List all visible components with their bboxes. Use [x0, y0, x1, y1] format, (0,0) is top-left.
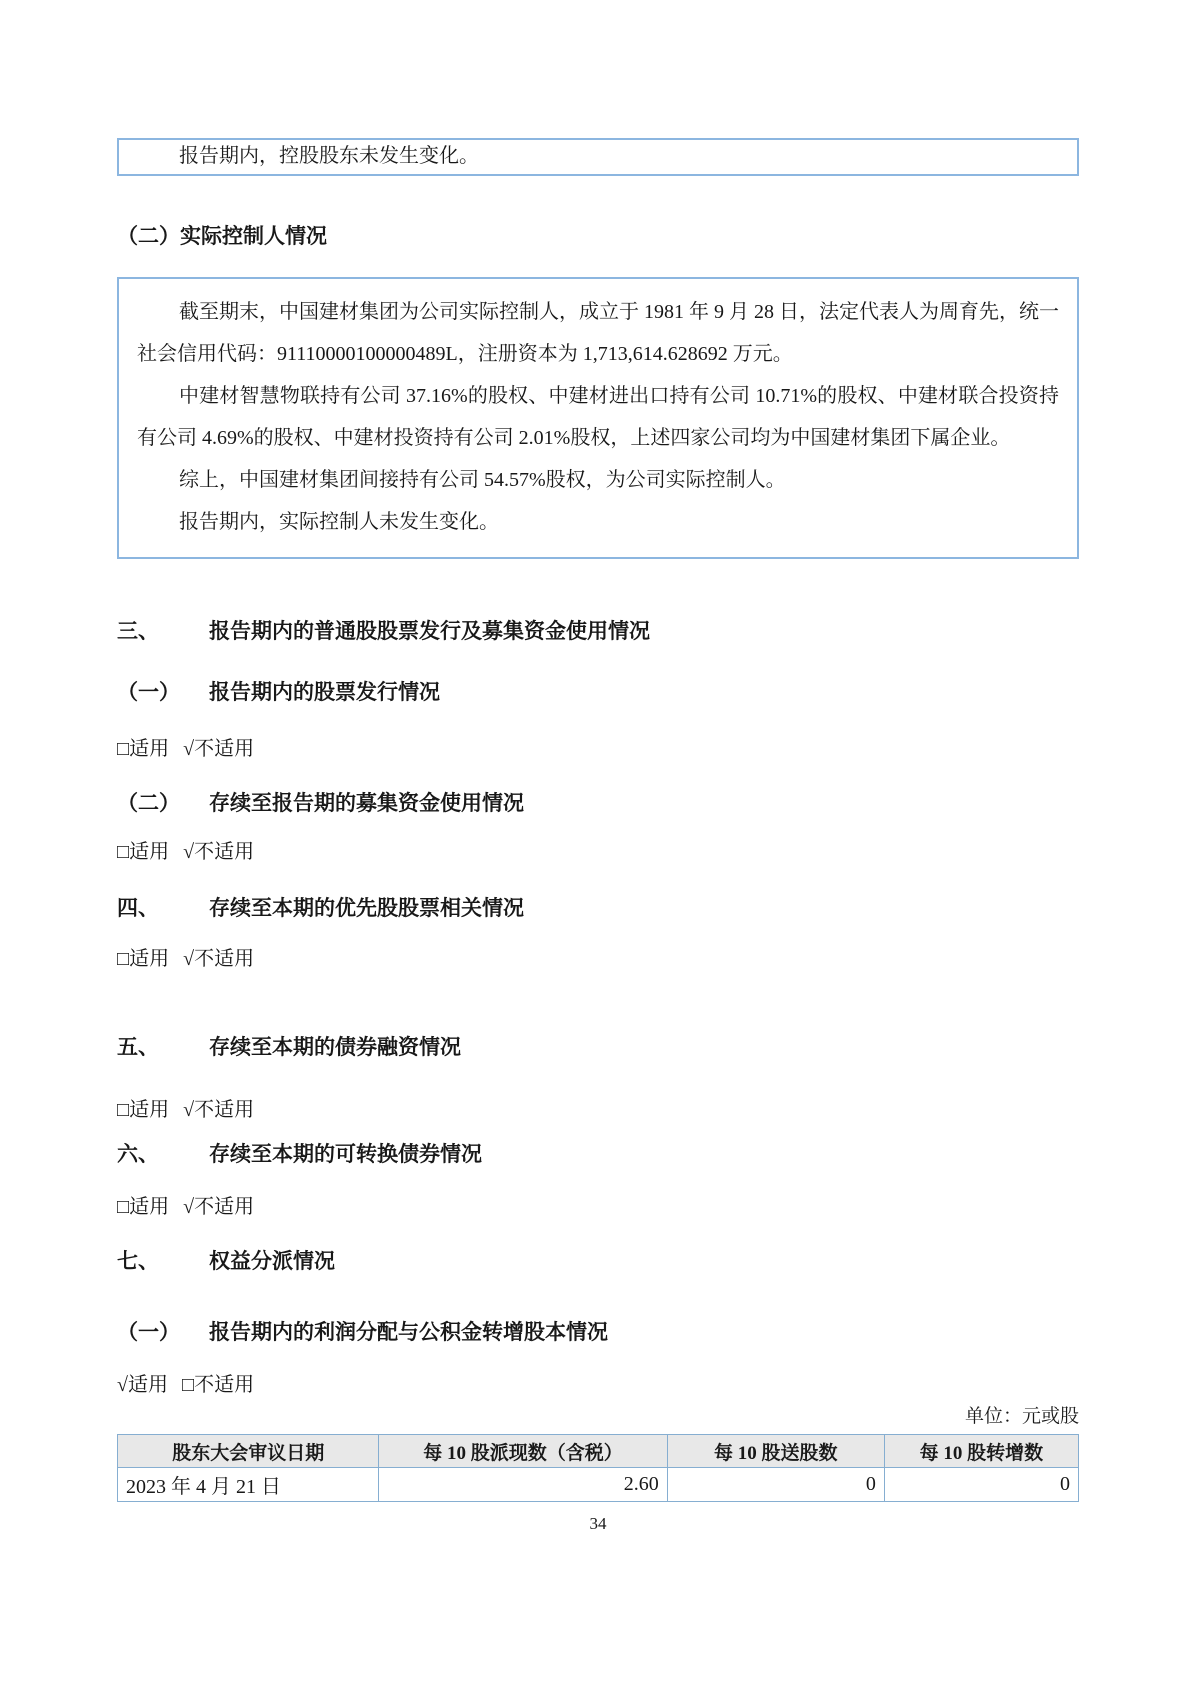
checkbox-not-apply-checked: √不适用 [183, 738, 255, 760]
checkbox-apply-unchecked: □适用 [117, 1099, 170, 1121]
section-title: 报告期内的股票发行情况 [209, 681, 440, 704]
checkbox-not-apply-checked: √不适用 [183, 1099, 255, 1121]
actual-controller-paragraph-2: 中建材智慧物联持有公司 37.16%的股权、中建材进出口持有公司 10.71%的股权、中建材联合投资持有公司 4.69%的股权、中建材投资持有公司 2.01%股权，上述四家公司均为中国建材集团下属企业。 [137, 385, 1059, 449]
checkbox-not-apply-unchecked: □不适用 [181, 1374, 255, 1396]
page-number: 34 [589, 1514, 607, 1533]
heading-actual-controller: （二）实际控制人情况 [117, 225, 327, 248]
heading-section-3-2 [117, 791, 1079, 816]
section-number: 五、 [117, 1036, 159, 1059]
controlling-shareholder-note-box [117, 138, 1079, 176]
section-title: 权益分派情况 [209, 1250, 335, 1273]
dividend-table-header-row [118, 1435, 1079, 1468]
heading-section-7-1 [117, 1320, 1079, 1345]
section-number: （一） [117, 681, 180, 704]
cell-meeting-date: 2023 年 4 月 21 日 [118, 1468, 379, 1502]
actual-controller-box [117, 277, 1079, 559]
applicability-line-s6 [117, 1195, 1079, 1219]
section-title: 存续至报告期的募集资金使用情况 [209, 792, 524, 815]
heading-section-7 [117, 1249, 1079, 1274]
dividend-table [117, 1434, 1079, 1502]
cell-cash-per-10-shares: 2.60 [379, 1468, 667, 1502]
applicability-line-s3-1 [117, 737, 1079, 761]
checkbox-not-apply-checked: √不适用 [183, 1196, 255, 1218]
heading-section-3-1 [117, 680, 1079, 705]
section-number: （一） [117, 1321, 180, 1344]
section-title: 存续至本期的债券融资情况 [209, 1036, 461, 1059]
cell-bonus-per-10-shares: 0 [667, 1468, 884, 1502]
actual-controller-paragraph-3: 综上，中国建材集团间接持有公司 54.57%股权，为公司实际控制人。 [179, 469, 786, 491]
heading-section-5 [117, 1035, 1079, 1060]
checkbox-apply-checked: √适用 [117, 1374, 168, 1396]
checkbox-not-apply-checked: √不适用 [183, 841, 255, 863]
dividend-table-row [118, 1468, 1079, 1502]
controlling-shareholder-note-text: 报告期内，控股股东未发生变化。 [179, 145, 479, 167]
section-title: 存续至本期的优先股股票相关情况 [209, 897, 524, 920]
checkbox-apply-unchecked: □适用 [117, 738, 170, 760]
checkbox-not-apply-checked: √不适用 [183, 948, 255, 970]
section-number: 三、 [117, 620, 159, 643]
column-header-conversion-per-10-shares: 每 10 股转增数 [884, 1435, 1078, 1468]
heading-section-3 [117, 619, 1079, 644]
document-content [117, 0, 1079, 1534]
heading-section-6 [117, 1142, 1079, 1167]
section-title: 报告期内的普通股股票发行及募集资金使用情况 [209, 620, 650, 643]
checkbox-apply-unchecked: □适用 [117, 948, 170, 970]
actual-controller-paragraph-1: 截至期末，中国建材集团为公司实际控制人，成立于 1981 年 9 月 28 日，法定代表人为周育先，统一社会信用代码：91110000100000489L，注册资本为 1,713,614.628692 万元。 [137, 301, 1059, 365]
checkbox-apply-unchecked: □适用 [117, 841, 170, 863]
section-number: 六、 [117, 1143, 159, 1166]
cell-conversion-per-10-shares: 0 [884, 1468, 1078, 1502]
section-number: 四、 [117, 897, 159, 920]
applicability-line-s7-1 [117, 1373, 1079, 1397]
section-title: 存续至本期的可转换债券情况 [209, 1143, 482, 1166]
section-title: 报告期内的利润分配与公积金转增股本情况 [209, 1321, 608, 1344]
unit-note: 单位：元或股 [964, 1406, 1079, 1427]
heading-section-4 [117, 896, 1079, 921]
column-header-bonus-per-10-shares: 每 10 股送股数 [667, 1435, 884, 1468]
section-number: （二） [117, 792, 180, 815]
applicability-line-s5 [117, 1098, 1079, 1122]
checkbox-apply-unchecked: □适用 [117, 1196, 170, 1218]
applicability-line-s3-2 [117, 840, 1079, 864]
column-header-meeting-date: 股东大会审议日期 [118, 1435, 379, 1468]
applicability-line-s4 [117, 947, 1079, 971]
actual-controller-paragraph-4: 报告期内，实际控制人未发生变化。 [179, 511, 499, 533]
column-header-cash-per-10-shares: 每 10 股派现数（含税） [379, 1435, 667, 1468]
section-number: 七、 [117, 1250, 159, 1273]
